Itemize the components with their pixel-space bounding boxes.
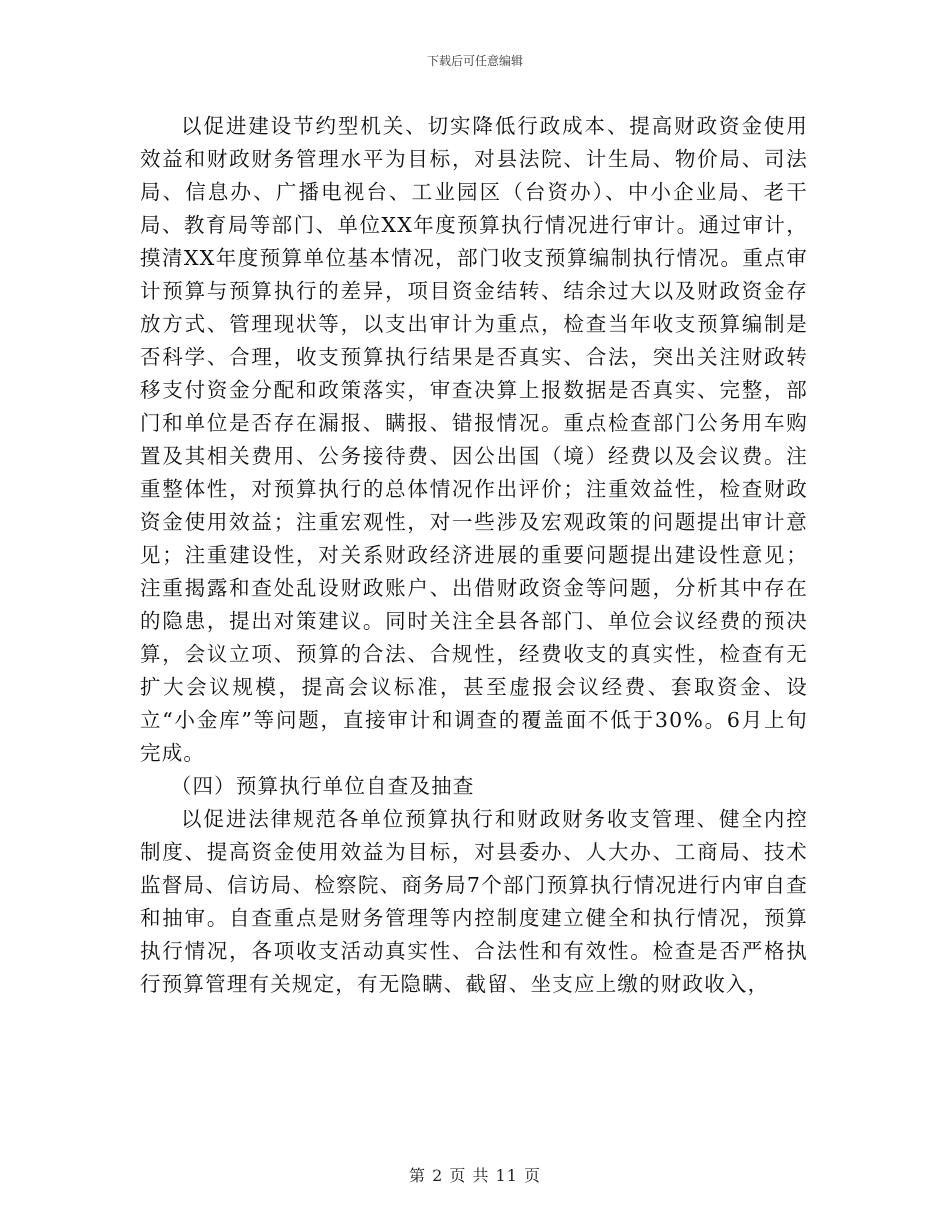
- footer-middle: 页 共: [449, 1166, 490, 1185]
- page-header: 下载后可任意编辑: [426, 54, 523, 68]
- section-heading-self-check: （四）预算执行单位自查及抽查: [170, 774, 475, 798]
- page-footer: [0, 1163, 950, 1186]
- document-body: [140, 110, 808, 1001]
- paragraph-self-check: 以促进法律规范各单位预算执行和财政财务收支管理、健全内控制度、提高资金使用效益为目标，对县委办、人大办、工商局、技术监督局、信访局、检察院、商务局7个部门预算执行情况进行内审自查和抽审。自查重点是财务管理等内控制度建立健全和执行情况，预算执行情况，各项收支活动真实性、合法性和有效性。检查是否严格执行预算管理有关规定，有无隐瞒、截留、坐支应上缴的财政收入，: [140, 807, 808, 996]
- footer-prefix: 第: [408, 1166, 426, 1185]
- paragraph-audit-targets: 以促进建设节约型机关、切实降低行政成本、提高财政资金使用效益和财政财务管理水平为目标，对县法院、计生局、物价局、司法局、信息办、广播电视台、工业园区（台资办）、中小企业局、老干局、教育局等部门、单位XX年度预算执行情况进行审计。通过审计，摸清XX年度预算单位基本情况，部门收支预算编制执行情况。重点审计预算与预算执行的差异，项目资金结转、结余过大以及财政资金存放方式、管理现状等，以支出审计为重点，检查当年收支预算编制是否科学、合理，收支预算执行结果是否真实、合法，突出关注财政转移支付资金分配和政策落实，审查决算上报数据是否真实、完整，部门和单位是否存在漏报、瞒报、错报情况。重点检查部门公务用车购置及其相关费用、公务接待费、因公出国（境）经费以及会议费。注重整体性，对预算执行的总体情况作出评价；注重效益性，检查财政资金使用效益；注重宏观性，对一些涉及宏观政策的问题提出审计意见；注重建设性，对关系财政经济进展的重要问题提出建设性意见；注重揭露和查处乱设财政账户、出借财政资金等问题，分析其中存在的隐患，提出对策建议。同时关注全县各部门、单位会议经费的预决算，会议立项、预算的合法、合规性，经费收支的真实性，检查有无扩大会议规模，提高会议标准，甚至虚报会议经费、套取资金、设立“小金库”等问题，直接审计和调查的覆盖面不低于30%。6月上旬完成。: [140, 114, 808, 765]
- footer-suffix: 页: [524, 1166, 542, 1185]
- footer-current-page: 2: [432, 1166, 444, 1185]
- footer-total-pages: 11: [495, 1166, 518, 1185]
